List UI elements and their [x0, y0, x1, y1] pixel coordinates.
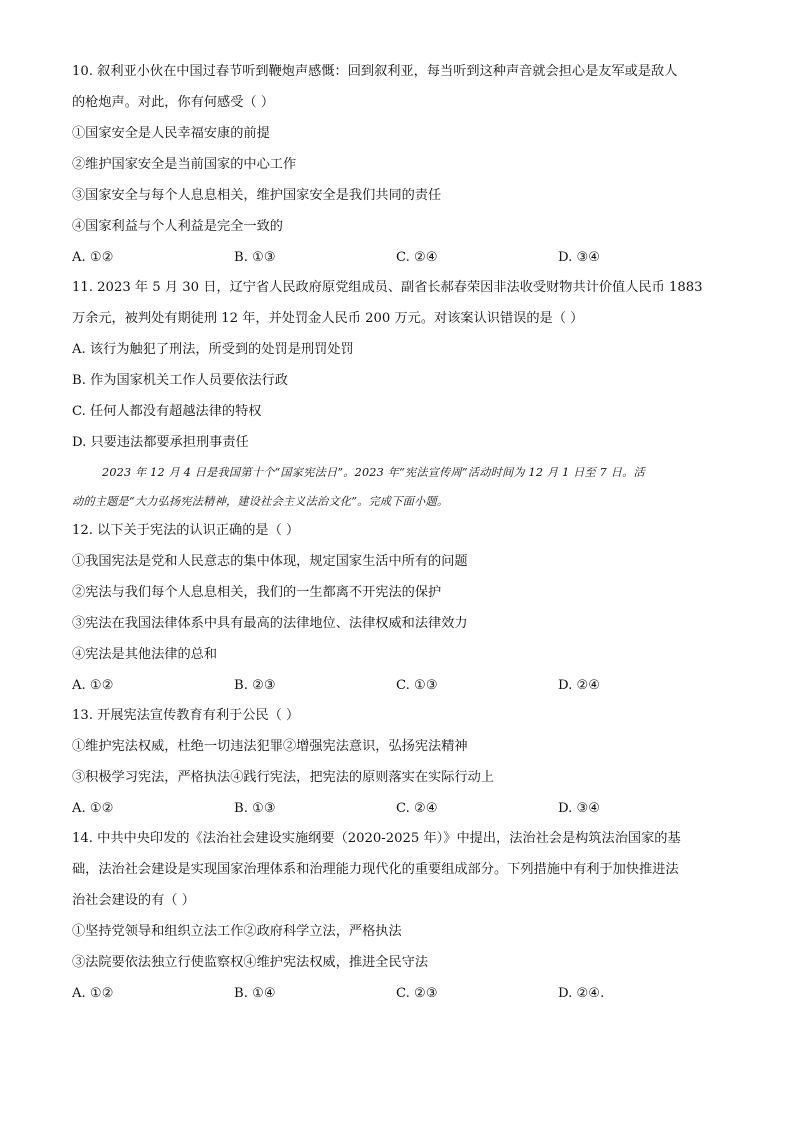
question-11-choice-b[interactable]: B. 作为国家机关工作人员要依法行政: [72, 373, 288, 388]
question-13-choices: [72, 799, 732, 818]
question-12-choice-c[interactable]: C. ①③: [396, 678, 438, 694]
question-11-choice-a[interactable]: A. 该行为触犯了刑法，所受到的处罚是刑罚处罚: [72, 342, 354, 357]
question-13-stem: 13. 开展宪法宣传教育有利于公民（ ）: [72, 708, 300, 724]
question-10-choices: [72, 248, 732, 267]
question-13-choice-a[interactable]: A. ①②: [72, 801, 114, 817]
question-11-choice-d[interactable]: D. 只要违法都要承担刑事责任: [72, 435, 249, 450]
question-13-choice-c[interactable]: C. ②④: [396, 801, 438, 817]
question-10-choice-c[interactable]: C. ②④: [396, 250, 438, 265]
question-14-choices: [72, 984, 732, 1003]
question-12-choice-d[interactable]: D. ②④: [558, 678, 601, 694]
question-13-choice-d[interactable]: D. ③④: [558, 801, 601, 817]
question-12: [72, 521, 732, 695]
question-11-stem-line-1: 11. 2023 年 5 月 30 日，辽宁省人民政府原党组成员、副省长郝春荣因非法收受财物共计价值人民币 1883: [72, 280, 703, 295]
question-13-option-line-2: ③积极学习宪法，严格执法④践行宪法，把宪法的原则落实在实际行动上: [72, 770, 494, 786]
question-12-option-2: ②宪法与我们每个人息息相关，我们的一生都离不开宪法的保护: [72, 585, 442, 601]
question-10-stem-line-2: 的枪炮声。对此，你有何感受（ ）: [72, 95, 275, 110]
question-14-stem-line-3: 治社会建设的有（ ）: [72, 893, 195, 909]
question-13: [72, 706, 732, 818]
question-14-choice-b[interactable]: B. ①④: [234, 986, 276, 1002]
question-13-choice-b[interactable]: B. ①③: [234, 801, 276, 817]
passage-intro-line-1: 2023 年 12 月 4 日是我国第十个“国家宪法日”。2023 年“宪法宣传周”活动时间为 12 月 1 日至 7 日。活: [102, 466, 645, 479]
question-10-option-1: ①国家安全是人民幸福安康的前提: [72, 126, 270, 141]
question-10: [72, 62, 732, 267]
question-12-choices: [72, 676, 732, 695]
question-12-choice-a[interactable]: A. ①②: [72, 678, 114, 694]
question-10-choice-b[interactable]: B. ①③: [234, 250, 276, 265]
question-14-choice-d[interactable]: D. ②④.: [558, 986, 605, 1002]
question-10-option-4: ④国家利益与个人利益是完全一致的: [72, 219, 283, 234]
question-10-choice-d[interactable]: D. ③④: [558, 250, 601, 265]
question-14-stem-line-1: 14. 中共中央印发的《法治社会建设实施纲要（2020-2025 年）》中提出，法治社会是构筑法治国家的基: [72, 831, 681, 847]
question-14-choice-c[interactable]: C. ②③: [396, 986, 438, 1002]
question-10-stem-line-1: 10. 叙利亚小伙在中国过春节听到鞭炮声感慨：回到叙利亚，每当听到这种声音就会担心是友军或是敌人: [72, 64, 678, 79]
question-14-choice-a[interactable]: A. ①②: [72, 986, 114, 1002]
question-12-option-3: ③宪法在我国法律体系中具有最高的法律地位、法律权威和法律效力: [72, 616, 468, 632]
question-11-stem-line-2: 万余元，被判处有期徒刑 12 年，并处罚金人民币 200 万元。对该案认识错误的是（ ）: [72, 311, 584, 326]
question-14-option-line-1: ①坚持党领导和组织立法工作②政府科学立法，严格执法: [72, 924, 402, 940]
question-11-choice-c[interactable]: C. 任何人都没有超越法律的特权: [72, 404, 262, 419]
question-14-stem-line-2: 础，法治社会建设是实现国家治理体系和治理能力现代化的重要组成部分。下列措施中有利于加快推进法: [72, 862, 679, 878]
question-12-option-1: ①我国宪法是党和人民意志的集中体现，规定国家生活中所有的问题: [72, 554, 468, 570]
question-12-stem: 12. 以下关于宪法的认识正确的是（ ）: [72, 523, 300, 539]
question-12-choice-b[interactable]: B. ②③: [234, 678, 276, 694]
question-10-option-3: ③国家安全与每个人息息相关，维护国家安全是我们共同的责任: [72, 188, 442, 203]
question-13-option-line-1: ①维护宪法权威，杜绝一切违法犯罪②增强宪法意识，弘扬宪法精神: [72, 739, 468, 755]
question-12-option-4: ④宪法是其他法律的总和: [72, 647, 218, 663]
question-11: [72, 278, 732, 452]
passage-intro: [72, 464, 732, 511]
question-14-option-line-2: ③法院要依法独立行使监察权④维护宪法权威，推进全民守法: [72, 955, 429, 971]
question-10-choice-a[interactable]: A. ①②: [72, 250, 114, 265]
passage-intro-line-2: 动的主题是“大力弘扬宪法精神，建设社会主义法治文化”。完成下面小题。: [72, 495, 449, 509]
exam-page: [72, 62, 732, 1014]
question-10-option-2: ②维护国家安全是当前国家的中心工作: [72, 157, 297, 172]
question-14: [72, 829, 732, 1003]
